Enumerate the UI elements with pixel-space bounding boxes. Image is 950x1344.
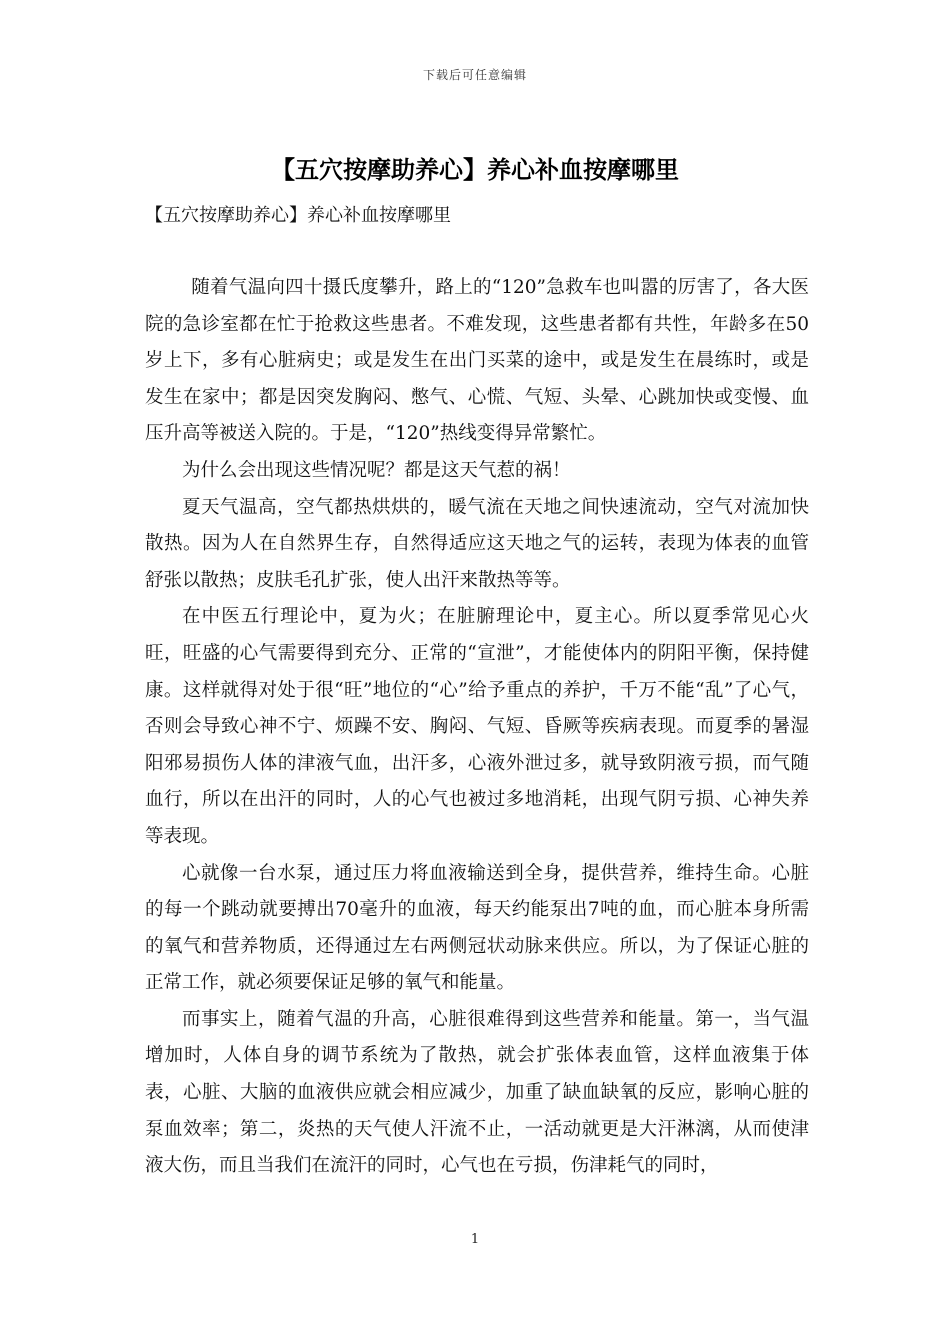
document-title: 【五穴按摩助养心】养心补血按摩哪里 (271, 156, 679, 184)
document-subtitle: 【五穴按摩助养心】养心补血按摩哪里 (145, 205, 451, 226)
body-paragraph: 在中医五行理论中，夏为火；在脏腑理论中，夏主心。所以夏季常见心火旺，旺盛的心气需要得到充分、正常的“宣泄”，才能使体内的阴阳平衡，保持健康。这样就得对处于很“旺”地位的“心”给予重点的养护，千万不能“乱”了心气，否则会导致心神不宁、烦躁不安、胸闷、气短、昏厥等疾病表现。而夏季的暑湿阳邪易损伤人体的津液气血，出汗多，心液外泄过多，就导致阴液亏损，而气随血行，所以在出汗的同时，人的心气也被过多地消耗，出现气阴亏损、心神失养等表现。 (145, 606, 809, 847)
page-number: 1 (470, 1232, 480, 1247)
body-paragraph: 心就像一台水泵，通过压力将血液输送到全身，提供营养，维持生命。心脏的每一个跳动就要搏出70毫升的血液，每天约能泵出7吨的血，而心脏本身所需的氧气和营养物质，还得通过左右两侧冠状动脉来供应。所以，为了保证心脏的正常工作，就必须要保证足够的氧气和能量。 (145, 862, 809, 994)
body-paragraph: 为什么会出现这些情况呢？都是这天气惹的祸！ (182, 459, 571, 481)
document-body (145, 270, 809, 1185)
body-paragraph: 而事实上，随着气温的升高，心脏很难得到这些营养和能量。第一，当气温增加时，人体自身的调节系统为了散热，就会扩张体表血管，这样血液集于体表，心脏、大脑的血液供应就会相应减少，加重了缺血缺氧的反应，影响心脏的泵血效率；第二，炎热的天气使人汗流不止，一活动就更是大汗淋漓，从而使津液大伤，而且当我们在流汗的同时，心气也在亏损，伤津耗气的同时， (145, 1008, 809, 1177)
header-note: 下载后可任意编辑 (422, 68, 527, 82)
body-paragraph: 夏天气温高，空气都热烘烘的，暖气流在天地之间快速流动，空气对流加快散热。因为人在自然界生存，自然得适应这天地之气的运转，表现为体表的血管舒张以散热；皮肤毛孔扩张，使人出汗来散热等等。 (145, 496, 809, 591)
body-paragraph: 随着气温向四十摄氏度攀升，路上的“120”急救车也叫嚣的厉害了，各大医院的急诊室都在忙于抢救这些患者。不难发现，这些患者都有共性，年龄多在50岁上下，多有心脏病史；或是发生在出门买菜的途中，或是发生在晨练时，或是发生在家中；都是因突发胸闷、憋气、心慌、气短、头晕、心跳加快或变慢、血压升高等被送入院的。于是，“120”热线变得异常繁忙。 (145, 277, 809, 445)
